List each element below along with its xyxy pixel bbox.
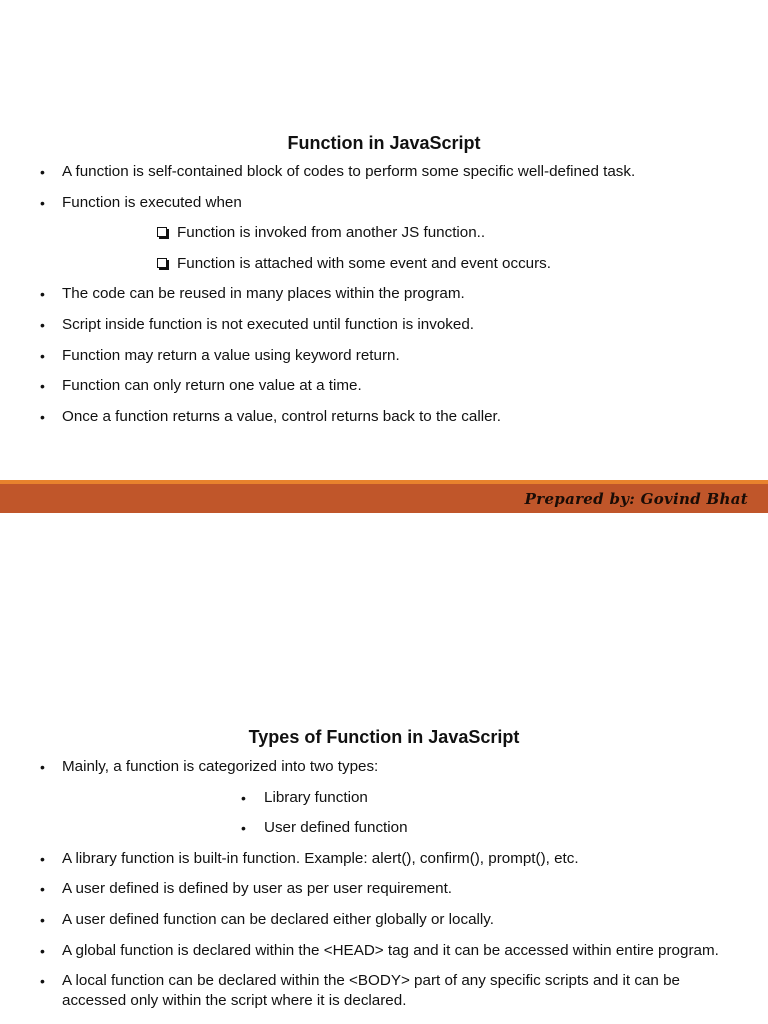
bullet-icon: • [40,164,45,180]
slide-types-of-function [0,513,768,1024]
list-item-text: The code can be reused in many places within the program. [62,285,465,303]
list-item-text: Function can only return one value at a time. [62,377,362,395]
list-item [0,941,768,961]
list-item [0,346,768,366]
list-item-text: Function is executed when [62,193,242,211]
list-item-text: Function is attached with some event and event occurs. [177,254,551,272]
list-item-text: Function is invoked from another JS function.. [177,224,486,242]
checkbox-bullet-icon [157,227,167,237]
bullet-icon: • [40,194,45,211]
bullet-icon: • [40,759,45,775]
list-item-text: Once a function returns a value, control returns back to the caller. [62,407,501,425]
bullet-icon: • [40,286,45,303]
slide-title: Function in JavaScript [287,133,481,153]
checkbox-bullet-icon [157,258,167,268]
bullet-icon: • [241,820,246,837]
list-item [0,407,768,427]
list-item [0,971,768,1011]
list-item-text: A library function is built-in function. Example: alert(), confirm(), prompt(), etc. [62,849,579,867]
list-item [0,315,768,335]
bullet-icon: • [40,973,45,990]
list-item [0,879,768,899]
bullet-icon: • [40,850,45,867]
bullet-icon: • [40,881,45,898]
bullet-icon: • [40,347,45,364]
bullet-icon: • [241,789,246,806]
list-item [0,162,768,182]
list-subitem [0,254,768,274]
list-item-text: A global function is declared within the <HEAD> tag and it can be accessed within entire program. [62,941,719,959]
list-item [0,757,768,777]
author-signature: Prepared by: Govind Bhat [524,490,748,508]
list-item [0,284,768,304]
slide-function-in-javascript [0,0,768,480]
list-item [0,376,768,396]
list-item-text: Script inside function is not executed until function is invoked. [62,315,474,333]
bullet-icon: • [40,316,45,333]
list-item-text: A function is self-contained block of codes to perform some specific well-defined task. [62,163,636,180]
footer-band [0,480,768,513]
list-item-text: User defined function [264,819,408,837]
list-item-text: A user defined is defined by user as per user requirement. [62,880,453,898]
list-item-text: Mainly, a function is categorized into two types: [62,758,379,775]
list-subitem [0,788,768,808]
bullet-list [0,757,768,1022]
list-item-text: Library function [264,788,368,806]
bullet-icon: • [40,942,45,959]
list-subitem [0,818,768,838]
slide-title: Types of Function in JavaScript [248,727,520,747]
list-subitem [0,223,768,243]
list-item [0,849,768,869]
bullet-icon: • [40,408,45,425]
bullet-icon: • [40,911,45,928]
list-item-text: A user defined function can be declared either globally or locally. [62,910,494,928]
list-item-text: Function may return a value using keyword return. [62,346,400,364]
bullet-icon: • [40,378,45,395]
list-item-text: A local function can be declared within the <BODY> part of any specific scripts and it can be accessed only within the script where it is declared. [62,972,680,1010]
list-item [0,193,768,213]
bullet-list [0,162,768,437]
list-item [0,910,768,930]
